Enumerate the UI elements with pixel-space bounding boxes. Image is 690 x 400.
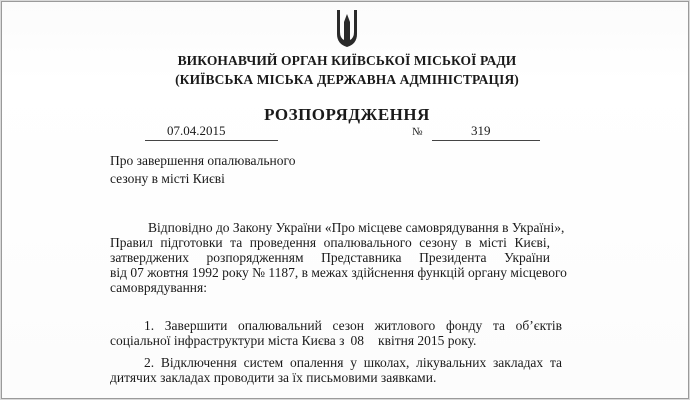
preamble-paragraph	[110, 220, 567, 295]
subject-line: Про завершення опалювального	[110, 153, 296, 168]
item-line: 2. Відключення систем опалення у школах, лікувальних закладах та	[144, 355, 562, 370]
item-line: дитячих закладах проводити за їх письмовими заявками.	[110, 370, 437, 385]
document-page	[1, 1, 689, 399]
subject-line: сезону в місті Києві	[110, 171, 225, 186]
subject-block	[110, 152, 295, 188]
paragraph-line: Правил підготовки та проведення опалювального сезону в місті Києві,	[110, 235, 550, 250]
paragraph-line: від 07 жовтня 1992 року № 1187, в межах здійснення функцій органу місцевого	[110, 265, 567, 280]
document-date: 07.04.2015	[167, 123, 226, 138]
paragraph-line: Відповідно до Закону України «Про місцеве самоврядування в Україні»,	[148, 220, 565, 235]
order-item-1	[110, 318, 562, 348]
trident-emblem-icon	[334, 8, 360, 48]
number-sign: №	[412, 126, 423, 138]
document-number: 319	[471, 123, 491, 138]
item-line: соціальної інфраструктури міста Києва з	[110, 333, 345, 348]
paragraph-line: затверджених розпорядженням Представника Президента України	[110, 250, 550, 265]
item-line: 1. Завершити опалювальний сезон житлового фонду та об’єктів	[144, 318, 562, 333]
document-type: РОЗПОРЯДЖЕННЯ	[264, 105, 430, 124]
order-item-2	[110, 355, 562, 385]
organization-name: ВИКОНАВЧИЙ ОРГАН КИЇВСЬКОЇ МІСЬКОЇ РАДИ	[177, 53, 517, 68]
item-line: квітня 2015 року.	[378, 333, 477, 348]
start-day: 08	[350, 333, 365, 348]
paragraph-line: самоврядування:	[110, 280, 207, 295]
organization-subtitle: (КИЇВСЬКА МІСЬКА ДЕРЖАВНА АДМІНІСТРАЦІЯ)	[175, 72, 519, 87]
